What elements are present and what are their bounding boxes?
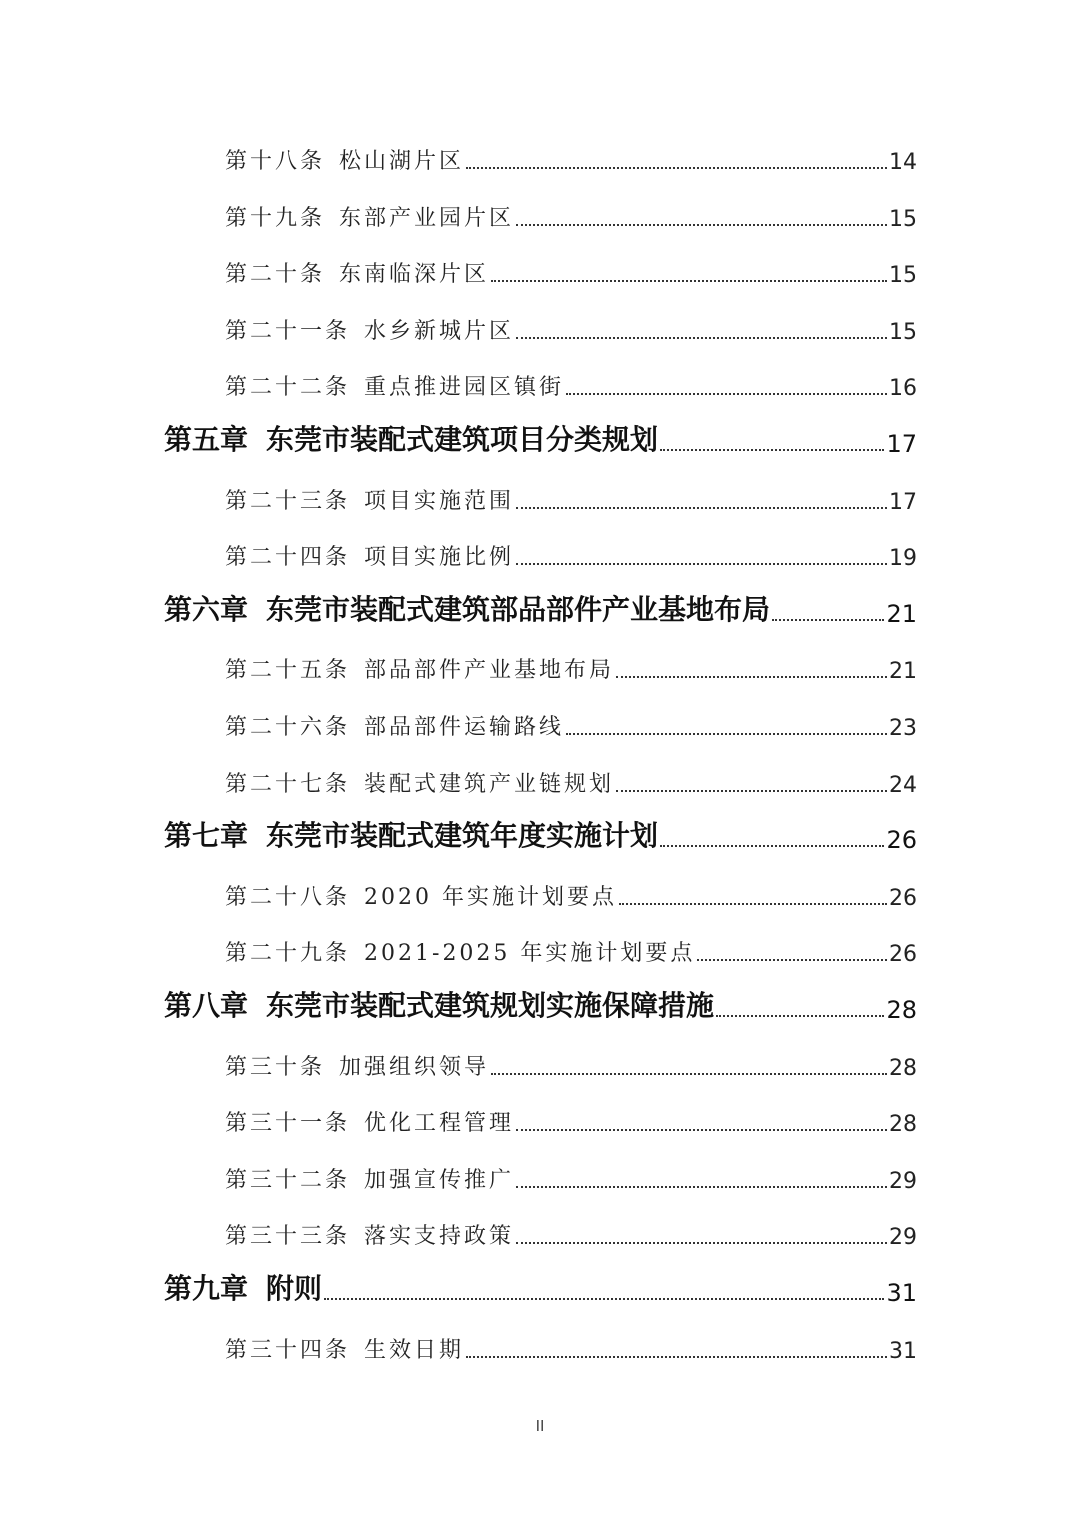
- toc-page-number: 28: [886, 996, 917, 1024]
- toc-entry-title: 加强宣传推广: [364, 1167, 515, 1193]
- toc-entry-number: 第二十六条: [225, 715, 351, 740]
- toc-dot-leader: [716, 1015, 884, 1017]
- toc-page-number: 17: [889, 489, 917, 515]
- toc-entry-heading: [225, 484, 514, 517]
- toc-entry-title: 东莞市装配式建筑年度实施计划: [266, 819, 659, 853]
- toc-entry-heading: [225, 767, 614, 800]
- toc-entry-number: 第二十二条: [225, 375, 351, 401]
- toc-entry-heading: [225, 1050, 489, 1083]
- toc-entry-number: 第七章: [164, 819, 249, 853]
- toc-page-number: 21: [886, 599, 917, 628]
- toc-entry-title: 生效日期: [364, 1337, 465, 1363]
- toc-entry-number: 第二十五条: [225, 658, 351, 684]
- toc-entry-heading: [225, 710, 564, 743]
- toc-article-entry: [225, 1150, 917, 1196]
- toc-entry-number: 第二十八条: [225, 884, 351, 910]
- toc-article-entry: [225, 1206, 917, 1252]
- toc-entry-number: 第九章: [164, 1272, 249, 1305]
- toc-page-number: 26: [886, 826, 917, 855]
- toc-chapter-entry: [164, 980, 917, 1026]
- toc-entry-heading: [225, 1106, 514, 1139]
- toc-article-entry: [225, 754, 917, 800]
- toc-article-entry: [225, 1093, 917, 1139]
- toc-entry-number: 第三十一条: [225, 1111, 351, 1137]
- toc-entry-number: 第八章: [164, 989, 249, 1022]
- toc-dot-leader: [660, 449, 884, 451]
- toc-page-number: 28: [889, 1112, 917, 1138]
- toc-entry-heading: [164, 418, 658, 460]
- toc-entry-title: 优化工程管理: [364, 1111, 515, 1137]
- toc-entry-title: 项目实施比例: [364, 545, 515, 571]
- toc-entry-title: 东莞市装配式建筑项目分类规划: [266, 423, 659, 456]
- toc-dot-leader: [491, 1073, 887, 1075]
- toc-page-number: 23: [889, 716, 917, 741]
- toc-dot-leader: [516, 337, 887, 339]
- toc-dot-leader: [566, 393, 887, 395]
- toc-page-number: 21: [889, 659, 917, 685]
- toc-dot-leader: [616, 676, 887, 678]
- toc-entry-number: 第三十二条: [225, 1167, 351, 1193]
- toc-article-entry: [225, 640, 917, 686]
- toc-page-number: 29: [889, 1225, 917, 1251]
- toc-entry-title: 东部产业园片区: [339, 205, 515, 231]
- toc-dot-leader: [516, 1186, 887, 1188]
- toc-entry-heading: [225, 653, 614, 686]
- toc-entry-title: 东南临深片区: [339, 262, 490, 288]
- toc-page-number: 15: [889, 206, 917, 232]
- toc-chapter-entry: [164, 1263, 917, 1309]
- toc-article-entry: [225, 244, 917, 290]
- toc-entry-number: 第三十四条: [225, 1337, 351, 1363]
- toc-entry-number: 第五章: [164, 423, 249, 456]
- toc-entry-heading: [225, 540, 514, 573]
- toc-entry-title: 2020 年实施计划要点: [364, 884, 617, 910]
- toc-article-entry: [225, 697, 917, 743]
- toc-entry-number: 第三十条: [225, 1054, 326, 1080]
- toc-entry-title: 装配式建筑产业链规划: [364, 771, 615, 797]
- toc-page-number: 16: [889, 376, 917, 402]
- toc-entry-number: 第三十三条: [225, 1224, 351, 1250]
- toc-entry-title: 落实支持政策: [364, 1224, 515, 1250]
- toc-dot-leader: [660, 845, 884, 847]
- toc-page-number: 26: [889, 942, 917, 968]
- toc-entry-number: 第二十四条: [225, 545, 351, 571]
- toc-article-entry: [225, 923, 917, 969]
- toc-entry-number: 第二十三条: [225, 488, 351, 514]
- toc-dot-leader: [491, 280, 887, 282]
- toc-article-entry: [225, 527, 917, 573]
- toc-page-number: 19: [889, 546, 917, 572]
- toc-dot-leader: [466, 167, 887, 169]
- toc-dot-leader: [566, 733, 887, 735]
- toc-page-number: 28: [889, 1055, 917, 1081]
- toc-entry-title: 部品部件产业基地布局: [364, 658, 615, 684]
- toc-entry-title: 部品部件运输路线: [364, 715, 565, 740]
- toc-article-entry: [225, 188, 917, 234]
- toc-chapter-entry: [164, 810, 917, 856]
- toc-dot-leader: [616, 790, 887, 792]
- toc-dot-leader: [772, 619, 884, 621]
- toc-entry-title: 松山湖片区: [339, 149, 465, 174]
- toc-entry-number: 第二十条: [225, 262, 326, 288]
- toc-article-entry: [225, 867, 917, 913]
- toc-entry-heading: [225, 370, 564, 403]
- toc-article-entry: [225, 1320, 917, 1366]
- toc-article-entry: [225, 1037, 917, 1083]
- toc-entry-title: 项目实施范围: [364, 488, 515, 514]
- toc-dot-leader: [516, 224, 887, 226]
- toc-article-entry: [225, 357, 917, 403]
- toc-dot-leader: [516, 507, 887, 509]
- toc-page-number: 14: [889, 150, 917, 175]
- toc-dot-leader: [516, 1129, 887, 1131]
- toc-entry-title: 重点推进园区镇街: [364, 375, 565, 401]
- toc-page-number: 24: [889, 772, 917, 798]
- toc-entry-heading: [225, 201, 514, 234]
- toc-entry-number: 第二十一条: [225, 318, 351, 344]
- toc-page-number: 26: [889, 885, 917, 911]
- toc-page-number: 29: [889, 1168, 917, 1194]
- toc-entry-title: 东莞市装配式建筑规划实施保障措施: [266, 989, 715, 1022]
- toc-chapter-entry: [164, 584, 917, 630]
- toc-entry-heading: [225, 314, 514, 347]
- toc-dot-leader: [516, 563, 887, 565]
- toc-entry-title: 加强组织领导: [339, 1054, 490, 1080]
- toc-entry-heading: [225, 1163, 514, 1196]
- toc-entry-heading: [164, 814, 658, 856]
- toc-article-entry: [225, 131, 917, 177]
- toc-entry-title: 2021-2025 年实施计划要点: [364, 941, 696, 967]
- toc-page-number: 31: [889, 1338, 917, 1364]
- toc-article-entry: [225, 301, 917, 347]
- toc-entry-heading: [225, 144, 464, 177]
- toc-dot-leader: [516, 1242, 887, 1244]
- toc-chapter-entry: [164, 414, 917, 460]
- toc-page-number: 31: [886, 1279, 917, 1307]
- toc-entry-heading: [225, 880, 617, 913]
- toc-entry-number: 第二十七条: [225, 771, 351, 797]
- toc-dot-leader: [324, 1298, 884, 1300]
- page-number-footer: II: [535, 1417, 545, 1435]
- toc-entry-heading: [225, 1219, 514, 1252]
- toc-entry-heading: [164, 984, 714, 1026]
- toc-entry-heading: [225, 936, 695, 969]
- toc-entry-number: 第十九条: [225, 205, 326, 231]
- toc-entry-number: 第二十九条: [225, 941, 351, 967]
- toc-page-number: 15: [889, 319, 917, 345]
- toc-dot-leader: [619, 903, 887, 905]
- toc-page-number: 17: [886, 430, 917, 458]
- toc-entry-number: 第六章: [164, 592, 249, 626]
- toc-dot-leader: [697, 959, 887, 961]
- toc-entry-title: 东莞市装配式建筑部品部件产业基地布局: [266, 592, 771, 626]
- toc-page-number: 15: [889, 263, 917, 289]
- toc-entry-title: 附则: [266, 1272, 323, 1305]
- toc-entry-number: 第十八条: [225, 149, 326, 174]
- toc-article-entry: [225, 471, 917, 517]
- toc-entry-heading: [164, 588, 770, 630]
- toc-entry-heading: [225, 257, 489, 290]
- toc-dot-leader: [466, 1356, 887, 1358]
- toc-entry-heading: [164, 1267, 322, 1309]
- toc-entry-title: 水乡新城片区: [364, 318, 515, 344]
- toc-entry-heading: [225, 1333, 464, 1366]
